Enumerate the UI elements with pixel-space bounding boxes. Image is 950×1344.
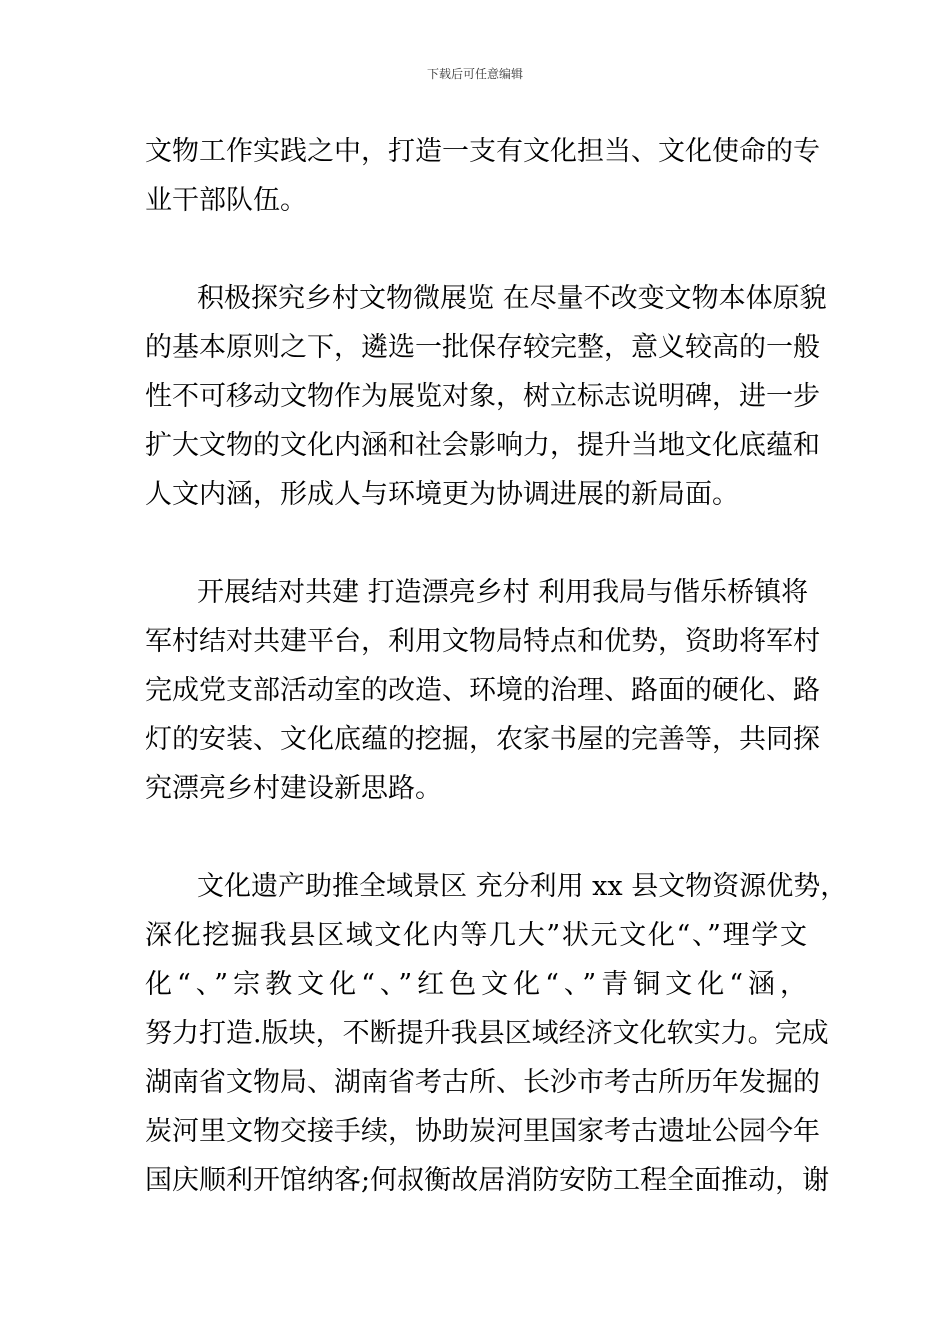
paragraph-gap: [145, 225, 807, 274]
paragraph-3: [145, 568, 820, 813]
document-body: [145, 127, 848, 1205]
paragraph-4: [145, 862, 848, 1205]
text-line: 军村结对共建平台，利用文物局特点和优势，资助将军村: [145, 626, 820, 657]
text-line: 湖南省文物局、湖南省考古所、长沙市考古所历年发掘的: [145, 1067, 820, 1098]
page-header: 下载后可任意编辑: [426, 67, 523, 81]
text-line: 深化挖掘我县区域文化内等几大”状元文化“、”理学文: [145, 920, 807, 951]
text-line: 扩大文物的文化内涵和社会影响力，提升当地文化底蕴和: [145, 430, 820, 461]
text-line: 业干部队伍。: [145, 185, 307, 216]
text-line: 性不可移动文物作为展览对象，树立标志说明碑，进一步: [145, 381, 820, 412]
text-line: 国庆顺利开馆纳客;何叔衡故居消防安防工程全面推动，谢: [145, 1165, 830, 1196]
paragraph-1: [145, 127, 820, 225]
text-line: 灯的安装、文化底蕴的挖掘，农家书屋的完善等，共同探: [145, 724, 820, 755]
paragraph-gap: [145, 813, 807, 862]
text-line: 文化遗产助推全域景区 充分利用 xx 县文物资源优势，: [197, 871, 848, 902]
text-line: 努力打造.版块，不断提升我县区域经济文化软实力。完成: [145, 1018, 829, 1049]
text-line: 完成党支部活动室的改造、环境的治理、路面的硬化、路: [145, 675, 820, 706]
text-line: 开展结对共建 打造漂亮乡村 利用我局与偕乐桥镇将: [197, 577, 809, 608]
text-line: 炭河里文物交接手续，协助炭河里国家考古遗址公园今年: [145, 1116, 820, 1147]
text-line: 化“、”宗教文化“、”红色文化“、”青铜文化“涵，: [145, 969, 807, 1000]
text-line: 积极探究乡村文物微展览 在尽量不改变文物本体原貌: [197, 283, 827, 314]
text-line: 文物工作实践之中，打造一支有文化担当、文化使命的专: [145, 136, 820, 167]
text-line: 人文内涵，形成人与环境更为协调进展的新局面。: [145, 479, 739, 510]
paragraph-2: [145, 274, 827, 519]
paragraph-gap: [145, 519, 807, 568]
text-line: 究漂亮乡村建设新思路。: [145, 773, 442, 804]
text-line: 的基本原则之下，遴选一批保存较完整，意义较高的一般: [145, 332, 820, 363]
